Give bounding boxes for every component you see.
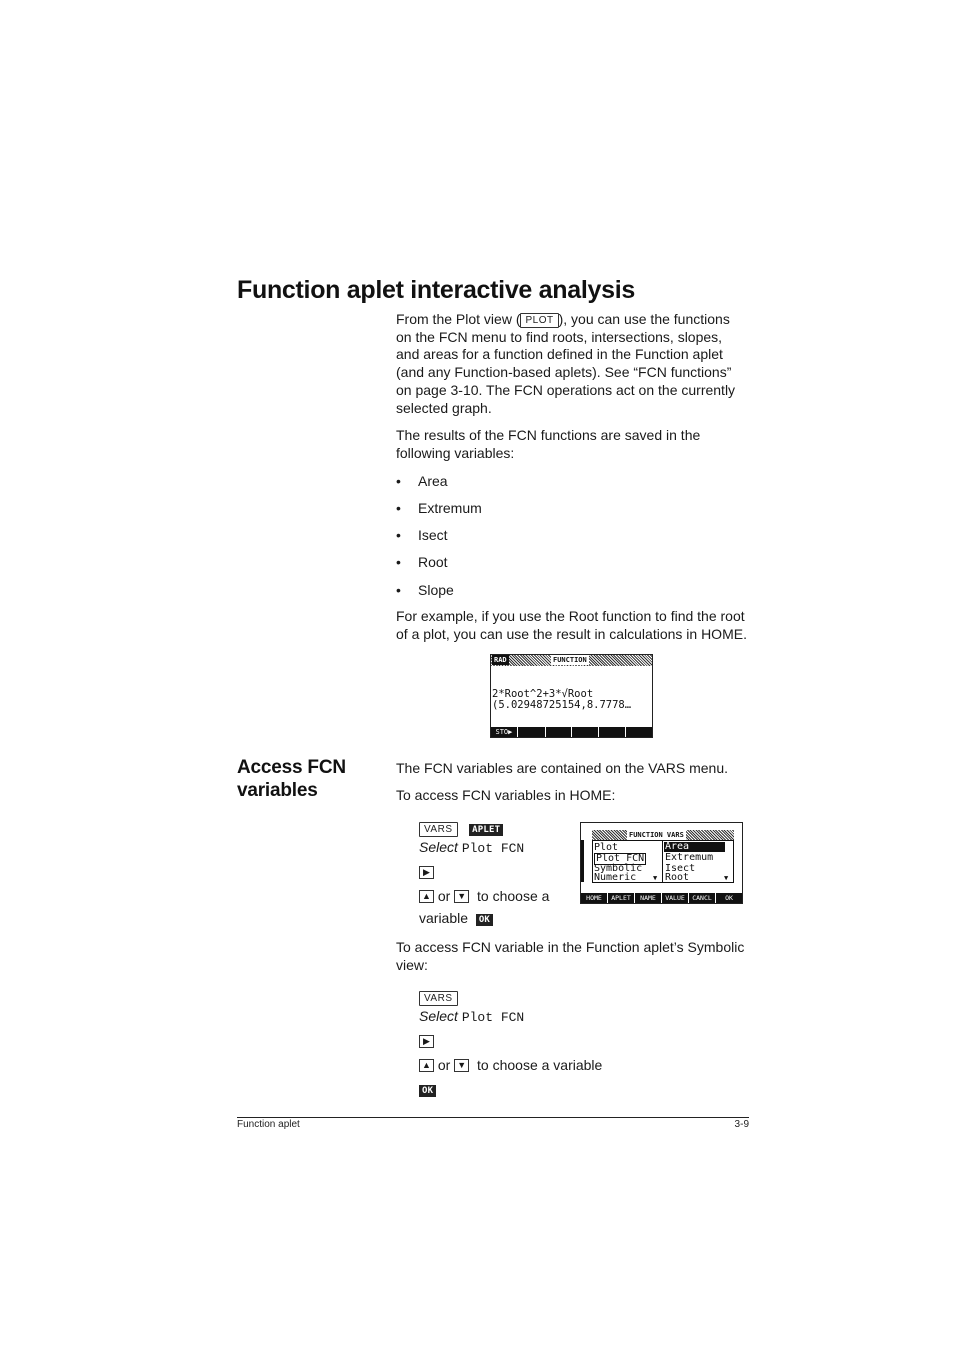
vars-right-item-selected[interactable]: Area: [664, 842, 725, 852]
example-paragraph: For example, if you use the Root function to find the root of a plot, you can use the result in calculations in HOME.: [396, 608, 747, 642]
footer-chapter: Function aplet: [237, 1119, 300, 1130]
softkey-menu: [581, 893, 742, 903]
softkey-aplet[interactable]: APLET: [608, 893, 635, 903]
history-expression: 2*Root^2+3*√Root: [492, 688, 594, 700]
step-choose-variable: ▲ or ▼ to choose a variable: [419, 1057, 602, 1074]
softkey-cancel[interactable]: CANCL: [689, 893, 716, 903]
step-ok: [419, 1081, 436, 1098]
step-vars-aplet: [419, 820, 503, 837]
section-heading: Access FCN variables: [237, 757, 346, 801]
right-arrow-key[interactable]: ▶: [419, 1035, 434, 1048]
softkey-menu: [491, 727, 652, 737]
softkey-value[interactable]: VALUE: [662, 893, 689, 903]
vars-right-item[interactable]: Extremum: [665, 852, 714, 863]
step-vars: [419, 989, 458, 1006]
step-choose-variable: ▲ or ▼ to choose a: [419, 888, 549, 905]
section-text-1: The FCN variables are contained on the VARS menu.: [396, 760, 729, 776]
right-arrow-key[interactable]: ▶: [419, 866, 434, 879]
softkey-ok[interactable]: OK: [725, 894, 733, 902]
section-text-3: To access FCN variable in the Function aplet’s Symbolic view:: [396, 939, 745, 973]
vars-key[interactable]: VARS: [419, 991, 458, 1006]
softkey-empty[interactable]: [626, 727, 652, 737]
ok-softkey[interactable]: OK: [419, 1085, 436, 1097]
step-variable-ok: variable OK: [419, 910, 493, 927]
vars-menu-box: [592, 840, 734, 883]
vars-left-item[interactable]: Numeric: [594, 872, 637, 883]
step-select-plot-fcn: Select Plot FCN: [419, 839, 525, 856]
intro-paragraph: From the Plot view ( PLOT ), you can use the functions on the FCN menu to find roots, intersections, slopes, and areas for a function defined in the Function aplet (and any Function-based aplets). See “FCN functions” on page 3-10. The FCN operations act on the currently selected graph.: [396, 311, 736, 416]
plot-key: PLOT: [520, 313, 558, 328]
vars-key[interactable]: VARS: [419, 822, 458, 837]
ok-softkey[interactable]: OK: [476, 914, 493, 926]
vars-left-item[interactable]: Symbolic: [594, 863, 643, 874]
page-number: 3-9: [734, 1119, 749, 1130]
screen-header: [491, 655, 652, 666]
vars-left-item-selected[interactable]: Plot FCN: [596, 853, 645, 864]
footer-divider: [237, 1117, 749, 1118]
softkey-empty[interactable]: [572, 727, 599, 737]
history-result: (5.02948725154,8.7778…: [492, 699, 632, 711]
down-arrow-key[interactable]: ▼: [454, 1059, 469, 1072]
scroll-down-icon: ▼: [653, 874, 658, 882]
softkey-sto[interactable]: STO▶: [491, 727, 518, 737]
step-right-arrow: [419, 1033, 434, 1050]
screen-title: FUNCTION: [553, 656, 587, 664]
step-select-plot-fcn: Select Plot FCN: [419, 1008, 525, 1025]
section-text-2: To access FCN variables in HOME:: [396, 787, 616, 803]
softkey-empty[interactable]: [599, 727, 626, 737]
scroll-down-icon: ▼: [724, 874, 729, 882]
down-arrow-key[interactable]: ▼: [454, 890, 469, 903]
mode-indicator: RAD: [494, 656, 507, 664]
results-intro: The results of the FCN functions are saved in the following variables:: [396, 427, 701, 461]
softkey-home[interactable]: HOME: [581, 893, 608, 903]
up-arrow-key[interactable]: ▲: [419, 1059, 434, 1072]
calculator-screen-home: [490, 654, 653, 738]
softkey-name[interactable]: NAME: [635, 893, 662, 903]
softkey-empty[interactable]: [519, 727, 546, 737]
screen-title: FUNCTION VARS: [629, 831, 684, 839]
step-right-arrow: [419, 864, 434, 881]
page-title: Function aplet interactive analysis: [237, 276, 635, 304]
vars-right-item[interactable]: Isect: [665, 863, 696, 874]
vars-right-item[interactable]: Root: [665, 872, 690, 883]
up-arrow-key[interactable]: ▲: [419, 890, 434, 903]
aplet-softkey[interactable]: APLET: [469, 824, 503, 836]
calculator-screen-vars: [580, 822, 743, 904]
softkey-empty[interactable]: [546, 727, 573, 737]
vars-left-item[interactable]: Plot: [594, 842, 619, 853]
